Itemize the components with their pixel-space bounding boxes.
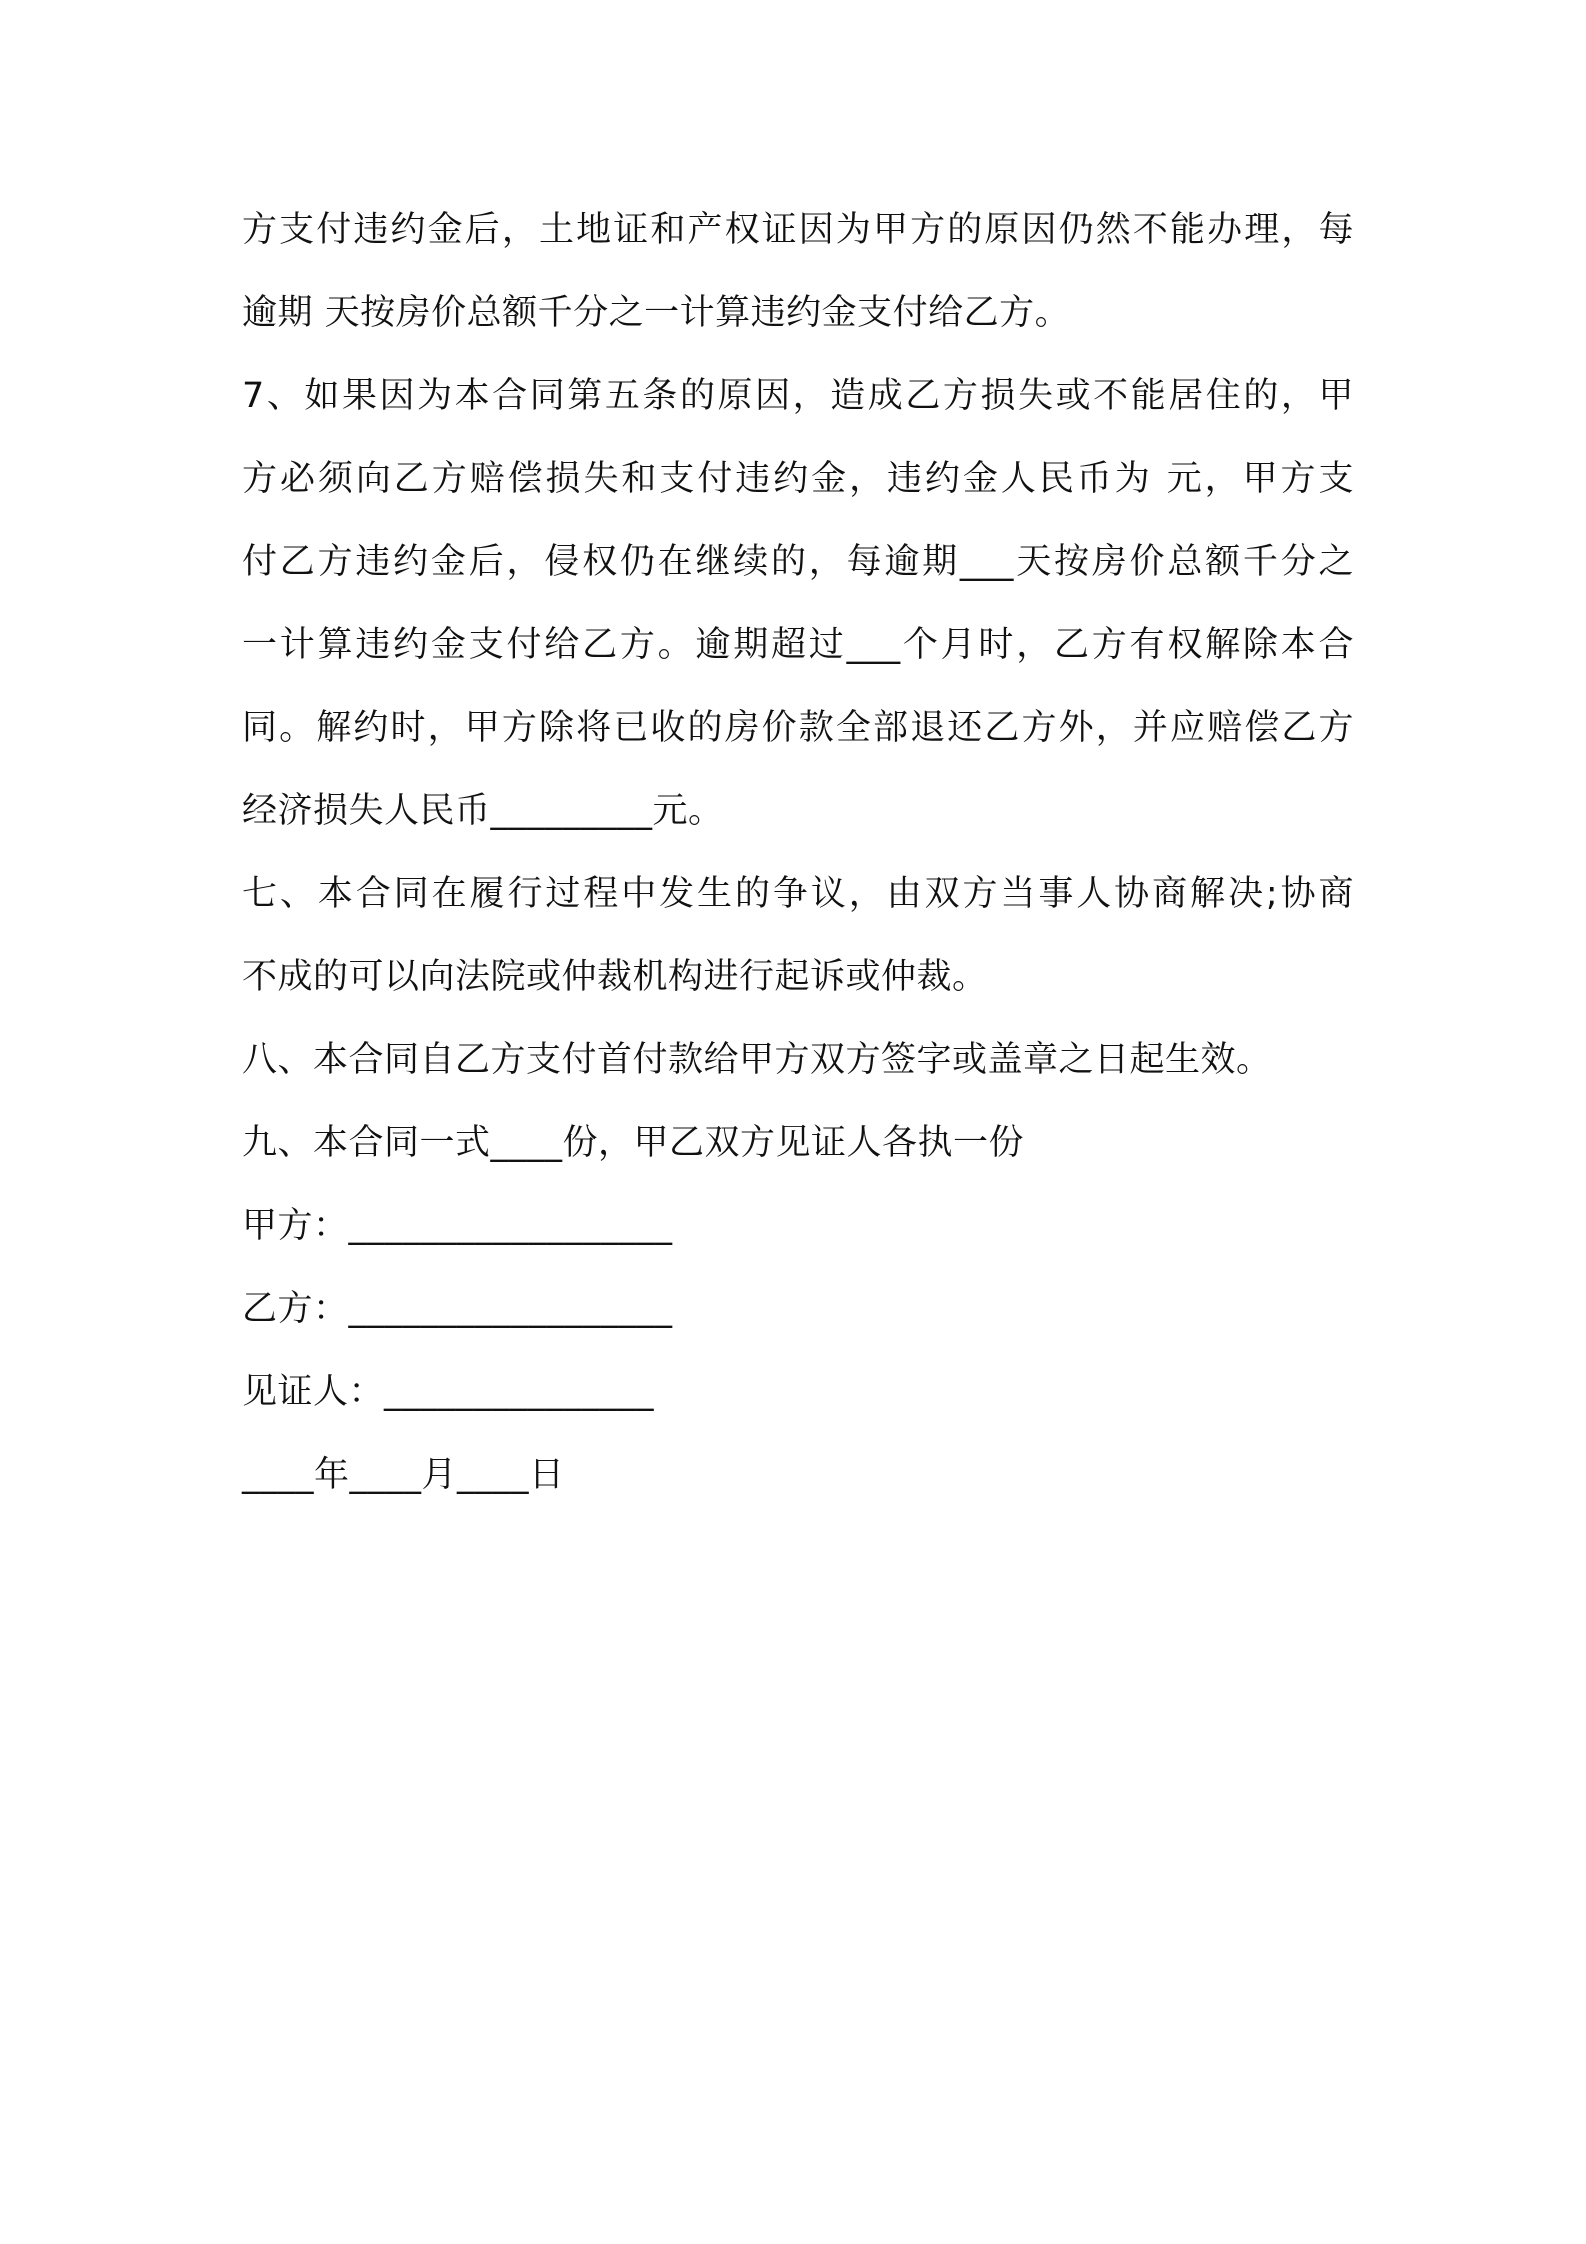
date-line: ____年____月____日 [242, 1455, 565, 1495]
text-line-6: 一计算违约金支付给乙方。逾期超过___个月时，乙方有权解除本合 [242, 625, 1354, 665]
text-line-10: 不成的可以向法院或仲裁机构进行起诉或仲裁。 [242, 957, 988, 997]
text-line-5: 付乙方违约金后，侵权仍在继续的，每逾期___天按房价总额千分之 [242, 542, 1354, 582]
text-line-11: 八、本合同自乙方支付首付款给甲方双方签字或盖章之日起生效。 [242, 1040, 1272, 1080]
text-line-8: 经济损失人民币_________元。 [242, 791, 724, 831]
text-line-2: 逾期 天按房价总额千分之一计算违约金支付给乙方。 [242, 293, 1071, 333]
text-line-1: 方支付违约金后，土地证和产权证因为甲方的原因仍然不能办理，每 [242, 210, 1354, 250]
text-line-9: 七、本合同在履行过程中发生的争议，由双方当事人协商解决;协商 [242, 874, 1354, 914]
text-line-4: 方必须向乙方赔偿损失和支付违约金，违约金人民币为 元，甲方支 [242, 459, 1354, 499]
party-a-signature-line: 甲方：__________________ [242, 1206, 673, 1246]
text-line-3: 7、如果因为本合同第五条的原因，造成乙方损失或不能居住的，甲 [242, 376, 1354, 416]
text-line-7: 同。解约时，甲方除将已收的房价款全部退还乙方外，并应赔偿乙方 [242, 708, 1354, 748]
text-line-12: 九、本合同一式____份，甲乙双方见证人各执一份 [242, 1123, 1025, 1163]
party-b-signature-line: 乙方：__________________ [242, 1289, 673, 1329]
witness-signature-line: 见证人：_______________ [242, 1372, 655, 1412]
